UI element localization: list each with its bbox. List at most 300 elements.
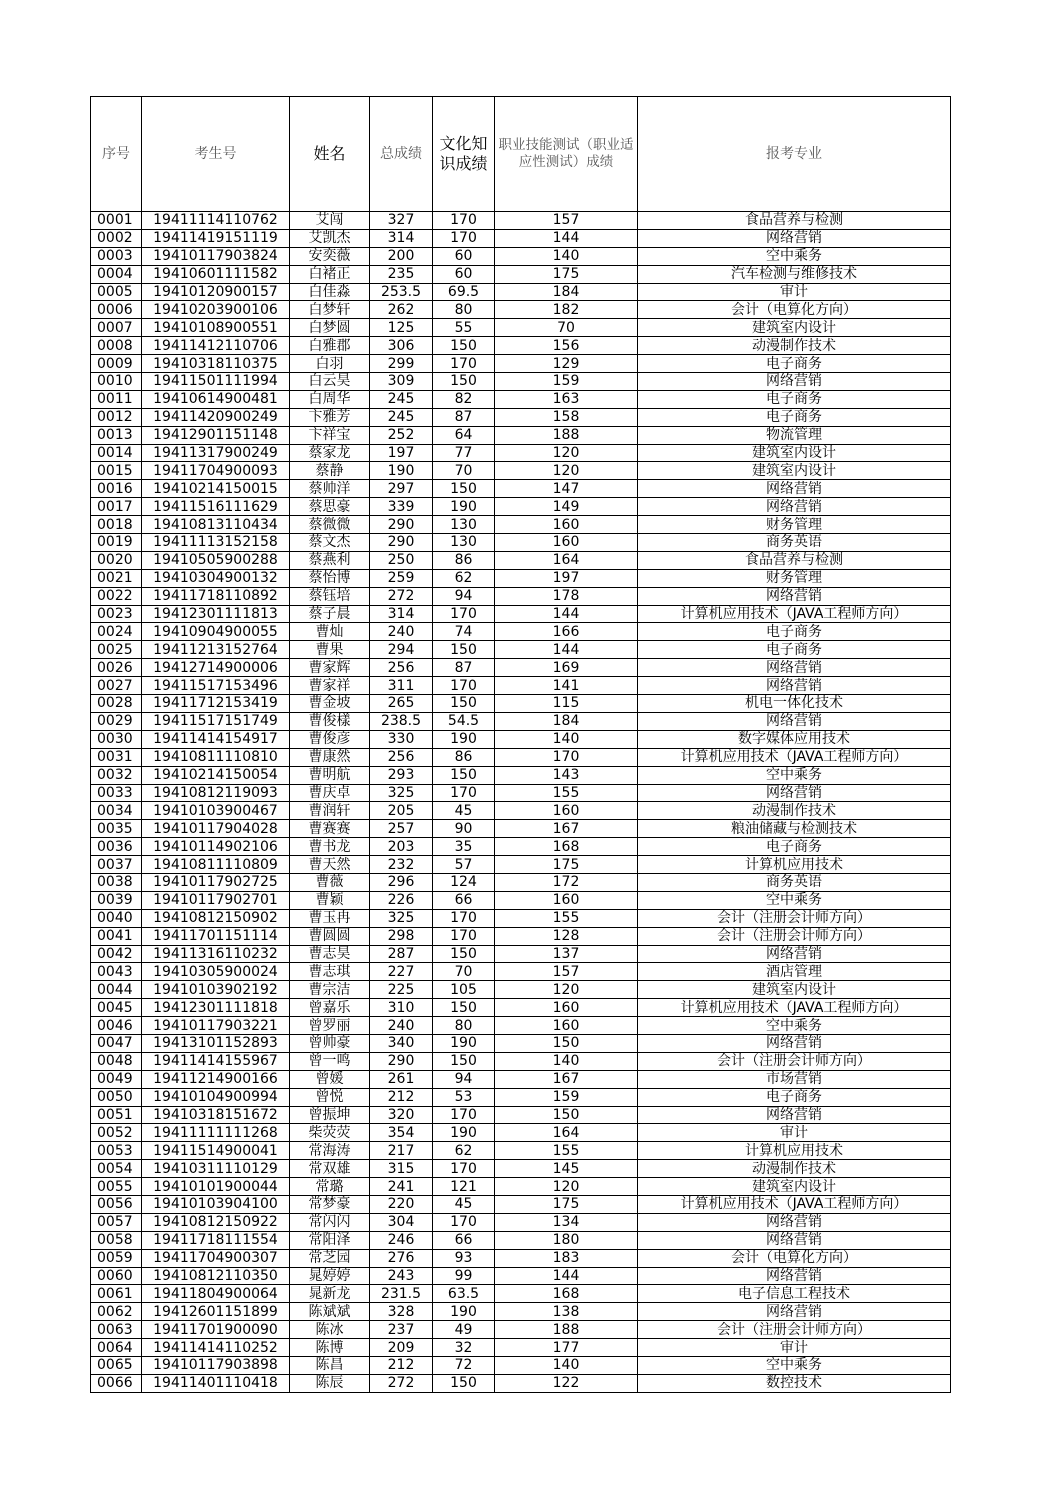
skill-score-cell: 177 xyxy=(495,1339,638,1357)
skill-score-cell: 144 xyxy=(495,641,638,659)
seq-cell: 0012 xyxy=(91,408,142,426)
table-row xyxy=(91,963,951,981)
skill-score-cell: 115 xyxy=(495,695,638,713)
exam-id-cell: 19410103902192 xyxy=(142,981,290,999)
exam-id-cell: 19410812150922 xyxy=(142,1213,290,1231)
exam-id-cell: 19411113152158 xyxy=(142,534,290,552)
table-row xyxy=(91,999,951,1017)
total-score-cell: 290 xyxy=(370,1052,433,1070)
skill-score-cell: 160 xyxy=(495,999,638,1017)
table-row xyxy=(91,909,951,927)
culture-score-cell: 87 xyxy=(433,408,495,426)
exam-id-cell: 19410203900106 xyxy=(142,301,290,319)
culture-score-cell: 170 xyxy=(433,784,495,802)
total-score-cell: 262 xyxy=(370,301,433,319)
major-cell: 空中乘务 xyxy=(638,891,951,909)
major-cell: 酒店管理 xyxy=(638,963,951,981)
name-cell: 常梦豪 xyxy=(290,1195,370,1213)
exam-id-cell: 19411317900249 xyxy=(142,444,290,462)
seq-cell: 0061 xyxy=(91,1285,142,1303)
name-cell: 白雅郡 xyxy=(290,337,370,355)
major-cell: 审计 xyxy=(638,1339,951,1357)
table-row xyxy=(91,873,951,891)
seq-cell: 0028 xyxy=(91,695,142,713)
name-cell: 曹金坡 xyxy=(290,695,370,713)
major-cell: 会计（注册会计师方向） xyxy=(638,927,951,945)
skill-score-cell: 134 xyxy=(495,1213,638,1231)
skill-score-cell: 144 xyxy=(495,229,638,247)
skill-score-cell: 180 xyxy=(495,1231,638,1249)
exam-id-cell: 19411517151749 xyxy=(142,712,290,730)
skill-score-cell: 144 xyxy=(495,1267,638,1285)
total-score-cell: 256 xyxy=(370,659,433,677)
culture-score-cell: 130 xyxy=(433,516,495,534)
name-cell: 曹庆卓 xyxy=(290,784,370,802)
exam-id-cell: 19411718111554 xyxy=(142,1231,290,1249)
culture-score-cell: 87 xyxy=(433,659,495,677)
seq-cell: 0007 xyxy=(91,319,142,337)
major-cell: 会计（注册会计师方向） xyxy=(638,1321,951,1339)
total-score-cell: 225 xyxy=(370,981,433,999)
name-cell: 曹赛赛 xyxy=(290,820,370,838)
major-cell: 网络营销 xyxy=(638,498,951,516)
culture-score-cell: 70 xyxy=(433,963,495,981)
skill-score-cell: 140 xyxy=(495,1052,638,1070)
total-score-cell: 238.5 xyxy=(370,712,433,730)
major-cell: 网络营销 xyxy=(638,784,951,802)
skill-score-cell: 164 xyxy=(495,551,638,569)
skill-score-cell: 141 xyxy=(495,677,638,695)
exam-id-cell: 19410505900288 xyxy=(142,551,290,569)
name-cell: 艾闯 xyxy=(290,212,370,230)
name-cell: 常海涛 xyxy=(290,1142,370,1160)
name-cell: 曹颖 xyxy=(290,891,370,909)
name-cell: 蔡家龙 xyxy=(290,444,370,462)
name-cell: 曹俊彦 xyxy=(290,730,370,748)
skill-score-cell: 167 xyxy=(495,1070,638,1088)
major-cell: 粮油储藏与检测技术 xyxy=(638,820,951,838)
major-cell: 动漫制作技术 xyxy=(638,802,951,820)
exam-id-cell: 19412714900006 xyxy=(142,659,290,677)
seq-cell: 0024 xyxy=(91,623,142,641)
header-major: 报考专业 xyxy=(638,97,951,212)
total-score-cell: 315 xyxy=(370,1160,433,1178)
name-cell: 陈博 xyxy=(290,1339,370,1357)
table-row xyxy=(91,337,951,355)
skill-score-cell: 157 xyxy=(495,963,638,981)
table-row xyxy=(91,659,951,677)
skill-score-cell: 160 xyxy=(495,534,638,552)
seq-cell: 0055 xyxy=(91,1178,142,1196)
culture-score-cell: 170 xyxy=(433,909,495,927)
total-score-cell: 294 xyxy=(370,641,433,659)
exam-id-cell: 19411420900249 xyxy=(142,408,290,426)
exam-id-cell: 19410318110375 xyxy=(142,355,290,373)
exam-id-cell: 19411516111629 xyxy=(142,498,290,516)
culture-score-cell: 77 xyxy=(433,444,495,462)
major-cell: 商务英语 xyxy=(638,873,951,891)
major-cell: 建筑室内设计 xyxy=(638,462,951,480)
name-cell: 白梦圆 xyxy=(290,319,370,337)
major-cell: 审计 xyxy=(638,1124,951,1142)
exam-id-cell: 19411701151114 xyxy=(142,927,290,945)
exam-id-cell: 19410318151672 xyxy=(142,1106,290,1124)
table-row xyxy=(91,1017,951,1035)
total-score-cell: 125 xyxy=(370,319,433,337)
culture-score-cell: 170 xyxy=(433,1160,495,1178)
exam-id-cell: 19411114110762 xyxy=(142,212,290,230)
table-row xyxy=(91,981,951,999)
total-score-cell: 314 xyxy=(370,605,433,623)
major-cell: 网络营销 xyxy=(638,1106,951,1124)
exam-id-cell: 19411718110892 xyxy=(142,587,290,605)
total-score-cell: 339 xyxy=(370,498,433,516)
skill-score-cell: 168 xyxy=(495,838,638,856)
total-score-cell: 325 xyxy=(370,909,433,927)
table-row xyxy=(91,355,951,373)
major-cell: 计算机应用技术 xyxy=(638,1142,951,1160)
table-row xyxy=(91,1374,951,1392)
culture-score-cell: 70 xyxy=(433,462,495,480)
skill-score-cell: 160 xyxy=(495,1017,638,1035)
seq-cell: 0018 xyxy=(91,516,142,534)
table-row xyxy=(91,1357,951,1375)
exam-id-cell: 19410104900994 xyxy=(142,1088,290,1106)
table-row xyxy=(91,551,951,569)
name-cell: 曹家祥 xyxy=(290,677,370,695)
skill-score-cell: 172 xyxy=(495,873,638,891)
culture-score-cell: 86 xyxy=(433,551,495,569)
seq-cell: 0033 xyxy=(91,784,142,802)
seq-cell: 0052 xyxy=(91,1124,142,1142)
seq-cell: 0021 xyxy=(91,569,142,587)
skill-score-cell: 128 xyxy=(495,927,638,945)
total-score-cell: 320 xyxy=(370,1106,433,1124)
name-cell: 曹果 xyxy=(290,641,370,659)
skill-score-cell: 175 xyxy=(495,265,638,283)
table-row xyxy=(91,444,951,462)
skill-score-cell: 183 xyxy=(495,1249,638,1267)
seq-cell: 0001 xyxy=(91,212,142,230)
exam-id-cell: 19410311110129 xyxy=(142,1160,290,1178)
header-name: 姓名 xyxy=(290,97,370,212)
name-cell: 晁婷婷 xyxy=(290,1267,370,1285)
header-seq: 序号 xyxy=(91,97,142,212)
exam-id-cell: 19411316110232 xyxy=(142,945,290,963)
total-score-cell: 250 xyxy=(370,551,433,569)
culture-score-cell: 80 xyxy=(433,301,495,319)
name-cell: 曹宗洁 xyxy=(290,981,370,999)
seq-cell: 0023 xyxy=(91,605,142,623)
table-row xyxy=(91,766,951,784)
table-row xyxy=(91,712,951,730)
total-score-cell: 240 xyxy=(370,1017,433,1035)
table-row xyxy=(91,408,951,426)
exam-id-cell: 19410117904028 xyxy=(142,820,290,838)
exam-id-cell: 19410614900481 xyxy=(142,390,290,408)
major-cell: 动漫制作技术 xyxy=(638,337,951,355)
seq-cell: 0011 xyxy=(91,390,142,408)
skill-score-cell: 178 xyxy=(495,587,638,605)
total-score-cell: 246 xyxy=(370,1231,433,1249)
skill-score-cell: 145 xyxy=(495,1160,638,1178)
name-cell: 曹书龙 xyxy=(290,838,370,856)
major-cell: 数字媒体应用技术 xyxy=(638,730,951,748)
major-cell: 建筑室内设计 xyxy=(638,319,951,337)
total-score-cell: 212 xyxy=(370,1357,433,1375)
exam-id-cell: 19410812150902 xyxy=(142,909,290,927)
major-cell: 财务管理 xyxy=(638,569,951,587)
culture-score-cell: 49 xyxy=(433,1321,495,1339)
name-cell: 白云昊 xyxy=(290,373,370,391)
skill-score-cell: 168 xyxy=(495,1285,638,1303)
total-score-cell: 299 xyxy=(370,355,433,373)
major-cell: 网络营销 xyxy=(638,677,951,695)
skill-score-cell: 175 xyxy=(495,1195,638,1213)
skill-score-cell: 163 xyxy=(495,390,638,408)
seq-cell: 0064 xyxy=(91,1339,142,1357)
total-score-cell: 257 xyxy=(370,820,433,838)
seq-cell: 0047 xyxy=(91,1034,142,1052)
exam-id-cell: 19411213152764 xyxy=(142,641,290,659)
culture-score-cell: 150 xyxy=(433,480,495,498)
major-cell: 网络营销 xyxy=(638,1231,951,1249)
culture-score-cell: 94 xyxy=(433,587,495,605)
exam-id-cell: 19413101152893 xyxy=(142,1034,290,1052)
name-cell: 蔡思豪 xyxy=(290,498,370,516)
culture-score-cell: 35 xyxy=(433,838,495,856)
culture-score-cell: 60 xyxy=(433,265,495,283)
total-score-cell: 203 xyxy=(370,838,433,856)
table-row xyxy=(91,945,951,963)
culture-score-cell: 170 xyxy=(433,1106,495,1124)
skill-score-cell: 182 xyxy=(495,301,638,319)
exam-id-cell: 19410117902701 xyxy=(142,891,290,909)
major-cell: 建筑室内设计 xyxy=(638,981,951,999)
major-cell: 网络营销 xyxy=(638,587,951,605)
culture-score-cell: 74 xyxy=(433,623,495,641)
culture-score-cell: 93 xyxy=(433,1249,495,1267)
major-cell: 建筑室内设计 xyxy=(638,1178,951,1196)
total-score-cell: 235 xyxy=(370,265,433,283)
culture-score-cell: 190 xyxy=(433,730,495,748)
name-cell: 曾悦 xyxy=(290,1088,370,1106)
table-row xyxy=(91,1285,951,1303)
total-score-cell: 330 xyxy=(370,730,433,748)
exam-id-cell: 19410117902725 xyxy=(142,873,290,891)
exam-id-cell: 19411514900041 xyxy=(142,1142,290,1160)
skill-score-cell: 147 xyxy=(495,480,638,498)
table-row xyxy=(91,462,951,480)
seq-cell: 0053 xyxy=(91,1142,142,1160)
seq-cell: 0019 xyxy=(91,534,142,552)
seq-cell: 0003 xyxy=(91,247,142,265)
seq-cell: 0044 xyxy=(91,981,142,999)
major-cell: 电子商务 xyxy=(638,1088,951,1106)
exam-id-cell: 19411704900093 xyxy=(142,462,290,480)
name-cell: 晁新龙 xyxy=(290,1285,370,1303)
name-cell: 白佳淼 xyxy=(290,283,370,301)
total-score-cell: 241 xyxy=(370,1178,433,1196)
major-cell: 电子商务 xyxy=(638,408,951,426)
major-cell: 电子信息工程技术 xyxy=(638,1285,951,1303)
seq-cell: 0015 xyxy=(91,462,142,480)
skill-score-cell: 140 xyxy=(495,247,638,265)
exam-id-cell: 19411419151119 xyxy=(142,229,290,247)
total-score-cell: 231.5 xyxy=(370,1285,433,1303)
total-score-cell: 197 xyxy=(370,444,433,462)
skill-score-cell: 158 xyxy=(495,408,638,426)
table-row xyxy=(91,1034,951,1052)
table-row xyxy=(91,802,951,820)
exam-id-cell: 19411517153496 xyxy=(142,677,290,695)
exam-id-cell: 19410117903221 xyxy=(142,1017,290,1035)
exam-id-cell: 19411414110252 xyxy=(142,1339,290,1357)
table-row xyxy=(91,247,951,265)
table-row xyxy=(91,623,951,641)
exam-id-cell: 19412901151148 xyxy=(142,426,290,444)
name-cell: 常阳泽 xyxy=(290,1231,370,1249)
name-cell: 卞雅芳 xyxy=(290,408,370,426)
total-score-cell: 227 xyxy=(370,963,433,981)
table-row xyxy=(91,820,951,838)
name-cell: 常璐 xyxy=(290,1178,370,1196)
table-row xyxy=(91,1106,951,1124)
total-score-cell: 200 xyxy=(370,247,433,265)
skill-score-cell: 188 xyxy=(495,426,638,444)
name-cell: 常芝园 xyxy=(290,1249,370,1267)
seq-cell: 0016 xyxy=(91,480,142,498)
table-row xyxy=(91,641,951,659)
name-cell: 蔡怡博 xyxy=(290,569,370,587)
table-row xyxy=(91,927,951,945)
name-cell: 陈冰 xyxy=(290,1321,370,1339)
table-row xyxy=(91,587,951,605)
skill-score-cell: 143 xyxy=(495,766,638,784)
culture-score-cell: 170 xyxy=(433,212,495,230)
name-cell: 曹志琪 xyxy=(290,963,370,981)
major-cell: 网络营销 xyxy=(638,659,951,677)
culture-score-cell: 62 xyxy=(433,569,495,587)
table-row xyxy=(91,1142,951,1160)
table-row xyxy=(91,838,951,856)
seq-cell: 0049 xyxy=(91,1070,142,1088)
culture-score-cell: 86 xyxy=(433,748,495,766)
culture-score-cell: 170 xyxy=(433,605,495,623)
name-cell: 白褚正 xyxy=(290,265,370,283)
name-cell: 曾罗丽 xyxy=(290,1017,370,1035)
culture-score-cell: 130 xyxy=(433,534,495,552)
total-score-cell: 340 xyxy=(370,1034,433,1052)
culture-score-cell: 94 xyxy=(433,1070,495,1088)
table-row xyxy=(91,695,951,713)
name-cell: 曾一鸣 xyxy=(290,1052,370,1070)
skill-score-cell: 70 xyxy=(495,319,638,337)
name-cell: 蔡钰培 xyxy=(290,587,370,605)
seq-cell: 0057 xyxy=(91,1213,142,1231)
exam-id-cell: 19410904900055 xyxy=(142,623,290,641)
table-body xyxy=(91,212,951,1393)
exam-id-cell: 19411501111994 xyxy=(142,373,290,391)
exam-id-cell: 19410214150054 xyxy=(142,766,290,784)
skill-score-cell: 197 xyxy=(495,569,638,587)
table-row xyxy=(91,1124,951,1142)
skill-score-cell: 159 xyxy=(495,373,638,391)
table-row xyxy=(91,784,951,802)
seq-cell: 0034 xyxy=(91,802,142,820)
culture-score-cell: 60 xyxy=(433,247,495,265)
exam-id-cell: 19411704900307 xyxy=(142,1249,290,1267)
total-score-cell: 298 xyxy=(370,927,433,945)
seq-cell: 0048 xyxy=(91,1052,142,1070)
table-row xyxy=(91,265,951,283)
name-cell: 曹康然 xyxy=(290,748,370,766)
culture-score-cell: 124 xyxy=(433,873,495,891)
culture-score-cell: 170 xyxy=(433,927,495,945)
major-cell: 市场营销 xyxy=(638,1070,951,1088)
culture-score-cell: 62 xyxy=(433,1142,495,1160)
seq-cell: 0060 xyxy=(91,1267,142,1285)
total-score-cell: 354 xyxy=(370,1124,433,1142)
seq-cell: 0042 xyxy=(91,945,142,963)
seq-cell: 0056 xyxy=(91,1195,142,1213)
major-cell: 电子商务 xyxy=(638,623,951,641)
table-row xyxy=(91,498,951,516)
major-cell: 计算机应用技术 xyxy=(638,856,951,874)
name-cell: 白周华 xyxy=(290,390,370,408)
table-row xyxy=(91,1321,951,1339)
seq-cell: 0004 xyxy=(91,265,142,283)
culture-score-cell: 53 xyxy=(433,1088,495,1106)
total-score-cell: 259 xyxy=(370,569,433,587)
total-score-cell: 325 xyxy=(370,784,433,802)
culture-score-cell: 69.5 xyxy=(433,283,495,301)
name-cell: 曹俊樣 xyxy=(290,712,370,730)
major-cell: 食品营养与检测 xyxy=(638,551,951,569)
seq-cell: 0035 xyxy=(91,820,142,838)
header-row xyxy=(91,97,951,212)
culture-score-cell: 170 xyxy=(433,355,495,373)
total-score-cell: 265 xyxy=(370,695,433,713)
seq-cell: 0037 xyxy=(91,856,142,874)
skill-score-cell: 138 xyxy=(495,1303,638,1321)
table-row xyxy=(91,301,951,319)
exam-id-cell: 19410812110350 xyxy=(142,1267,290,1285)
name-cell: 卞祥宝 xyxy=(290,426,370,444)
exam-id-cell: 19410117903824 xyxy=(142,247,290,265)
culture-score-cell: 55 xyxy=(433,319,495,337)
major-cell: 网络营销 xyxy=(638,1267,951,1285)
name-cell: 曹圆圆 xyxy=(290,927,370,945)
seq-cell: 0039 xyxy=(91,891,142,909)
culture-score-cell: 66 xyxy=(433,891,495,909)
name-cell: 白羽 xyxy=(290,355,370,373)
exam-id-cell: 19412301111813 xyxy=(142,605,290,623)
skill-score-cell: 157 xyxy=(495,212,638,230)
total-score-cell: 245 xyxy=(370,390,433,408)
culture-score-cell: 150 xyxy=(433,337,495,355)
total-score-cell: 240 xyxy=(370,623,433,641)
total-score-cell: 327 xyxy=(370,212,433,230)
culture-score-cell: 32 xyxy=(433,1339,495,1357)
seq-cell: 0038 xyxy=(91,873,142,891)
major-cell: 计算机应用技术（JAVA工程师方向） xyxy=(638,999,951,1017)
culture-score-cell: 150 xyxy=(433,1374,495,1392)
exam-id-cell: 19411414154917 xyxy=(142,730,290,748)
seq-cell: 0032 xyxy=(91,766,142,784)
skill-score-cell: 140 xyxy=(495,730,638,748)
skill-score-cell: 137 xyxy=(495,945,638,963)
